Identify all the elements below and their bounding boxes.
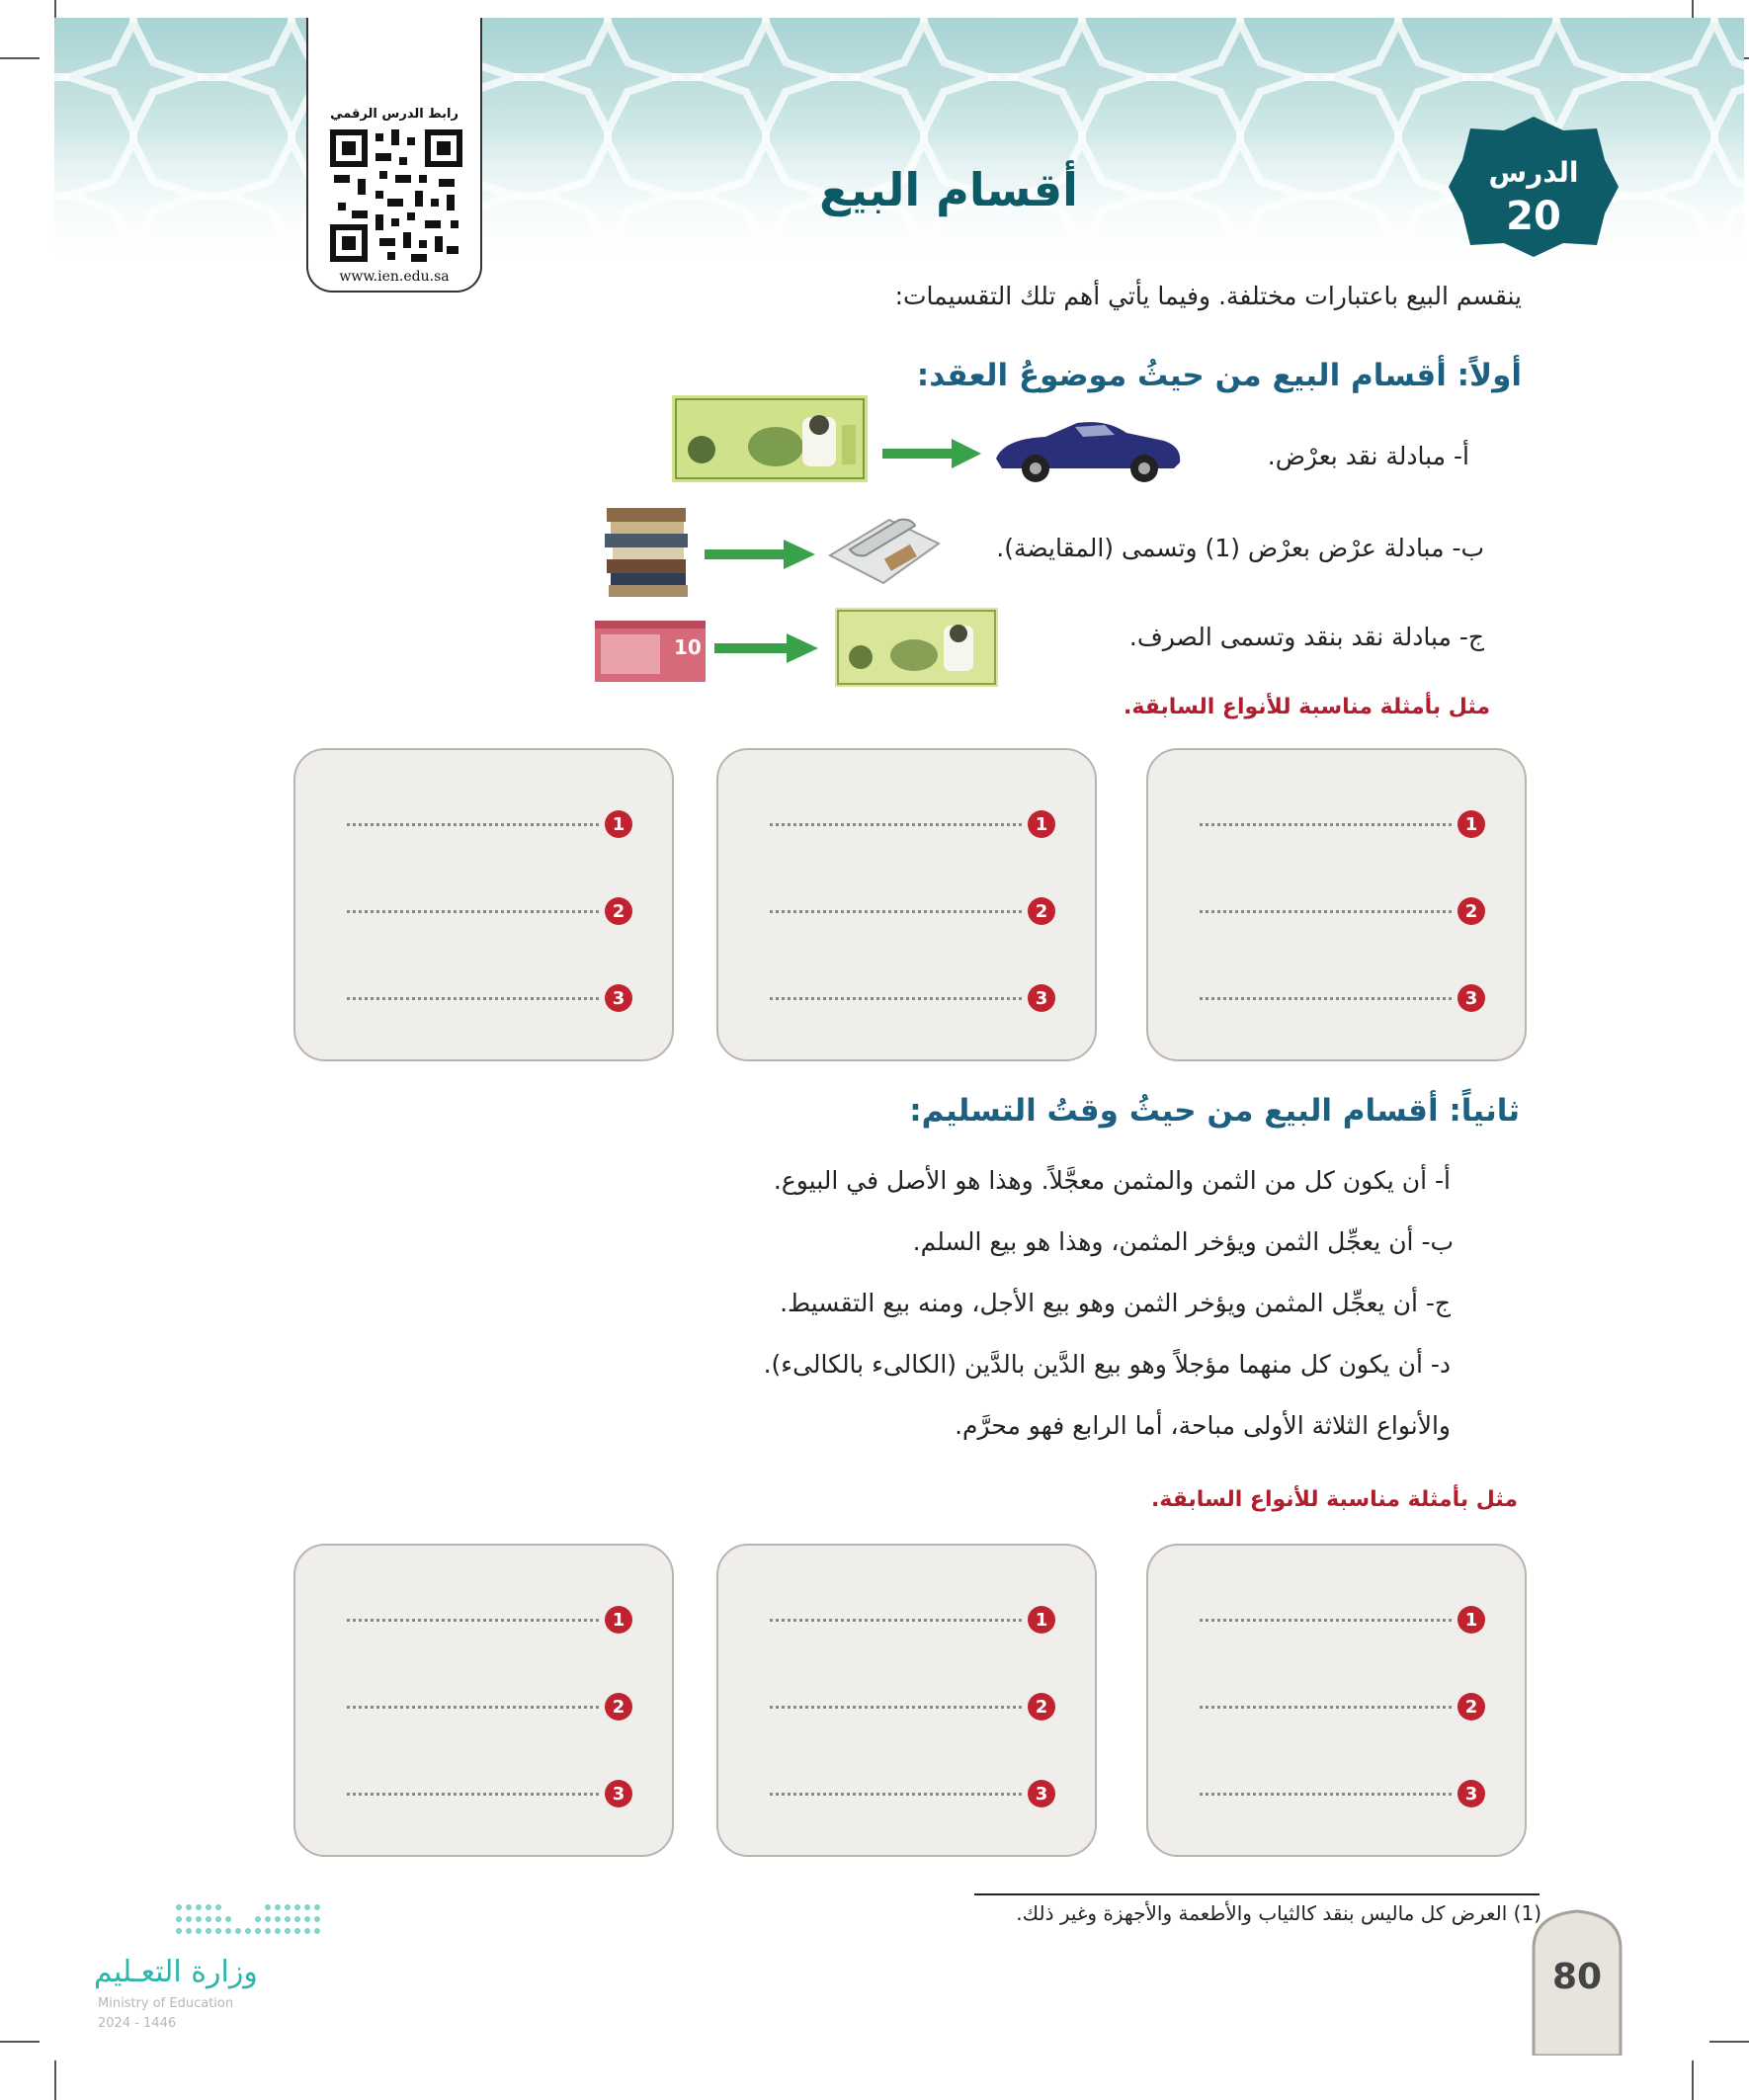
answer-line[interactable] — [1200, 983, 1485, 1013]
answer-line[interactable] — [347, 809, 632, 839]
page-number: 80 — [1551, 1957, 1603, 1997]
arrow-right-icon — [882, 439, 981, 468]
answer-line[interactable] — [1200, 896, 1485, 926]
answer-number: 2 — [605, 897, 632, 925]
answer-number: 1 — [1028, 1606, 1055, 1634]
arrow-right-icon — [714, 633, 818, 663]
answer-number: 3 — [605, 984, 632, 1012]
answer-line[interactable] — [347, 1605, 632, 1635]
answer-line[interactable] — [1200, 1605, 1485, 1635]
answer-line[interactable] — [770, 983, 1055, 1013]
answer-number: 1 — [605, 810, 632, 838]
telephone-image — [820, 506, 947, 587]
ministry-logo — [94, 1897, 331, 2036]
section2-item-c: ج- أن يعجِّل المثمن ويؤخر الثمن وهو بيع الأجل، ومنه بيع التقسيط. — [780, 1289, 1451, 1317]
answer-line[interactable] — [770, 896, 1055, 926]
answer-line[interactable] — [347, 983, 632, 1013]
answer-box[interactable] — [293, 1544, 674, 1857]
answer-number: 2 — [1458, 1693, 1485, 1721]
answer-number: 1 — [1458, 1606, 1485, 1634]
svg-text:10: 10 — [674, 635, 702, 659]
ministry-year: 2024 - 1446 — [98, 2016, 177, 2031]
section1-heading: أولاً: أقسام البيع من حيثُ موضوعُ العقد: — [916, 358, 1522, 393]
section1-item-a: أ- مبادلة نقد بعرْض. — [1267, 442, 1469, 470]
euro-banknote-image — [595, 621, 706, 682]
answer-number: 1 — [605, 1606, 632, 1634]
books-stack-image — [603, 504, 692, 601]
answer-number: 3 — [605, 1780, 632, 1807]
ministry-dots-icon — [173, 1897, 331, 1947]
answer-box[interactable] — [716, 748, 1097, 1061]
section2-item-d: د- أن يكون كل منهما مؤجلاً وهو بيع الدَّين بالدَّين (الكالىء بالكالىء). — [763, 1350, 1451, 1379]
intro-text: ينقسم البيع باعتبارات مختلفة. وفيما يأتي أهم تلك التقسيمات: — [894, 282, 1522, 310]
answer-number: 1 — [1458, 810, 1485, 838]
answer-line[interactable] — [770, 1692, 1055, 1722]
answer-line[interactable] — [1200, 1779, 1485, 1808]
page-title: أقسام البيع — [819, 163, 1078, 216]
answer-line[interactable] — [770, 1605, 1055, 1635]
answer-number: 3 — [1028, 1780, 1055, 1807]
answer-line[interactable] — [770, 1779, 1055, 1808]
car-image — [988, 413, 1186, 484]
answer-line[interactable] — [347, 896, 632, 926]
answer-line[interactable] — [1200, 809, 1485, 839]
answer-number: 2 — [1028, 1693, 1055, 1721]
section2-item-a: أ- أن يكون كل من الثمن والمثمن معجَّلاً. وهذا هو الأصل في البيوع. — [773, 1166, 1451, 1195]
lesson-word: الدرس — [1488, 156, 1579, 189]
riyal-banknote-image — [835, 608, 998, 687]
section2-conclusion: والأنواع الثلاثة الأولى مباحة، أما الرابع فهو محرَّم. — [955, 1411, 1451, 1440]
arrow-right-icon — [705, 540, 815, 569]
answer-line[interactable] — [347, 1779, 632, 1808]
answer-number: 2 — [605, 1693, 632, 1721]
answer-box[interactable] — [1146, 1544, 1527, 1857]
section2-heading: ثانياً: أقسام البيع من حيثُ وقتُ التسليم: — [909, 1093, 1520, 1129]
page-number-tab — [1528, 1907, 1626, 2056]
answer-box[interactable] — [293, 748, 674, 1061]
answer-number: 3 — [1458, 984, 1485, 1012]
section1-item-c: ج- مبادلة نقد بنقد وتسمى الصرف. — [1128, 623, 1484, 651]
qr-label: رابط الدرس الرقمي — [330, 107, 458, 122]
section1-item-b: ب- مبادلة عرْض بعرْض (1) وتسمى (المقايضة). — [996, 534, 1484, 562]
riyal-banknote-image — [672, 395, 868, 482]
qr-code-icon[interactable] — [330, 129, 462, 262]
ministry-name-arabic: وزارة التعـليم — [94, 1955, 258, 1989]
lesson-number-badge — [1449, 117, 1619, 257]
answer-number: 2 — [1028, 897, 1055, 925]
answer-box[interactable] — [716, 1544, 1097, 1857]
answer-line[interactable] — [770, 809, 1055, 839]
section2-prompt: مثل بأمثلة مناسبة للأنواع السابقة. — [1151, 1487, 1518, 1512]
answer-line[interactable] — [1200, 1692, 1485, 1722]
section1-prompt: مثل بأمثلة مناسبة للأنواع السابقة. — [1124, 695, 1490, 719]
answer-line[interactable] — [347, 1692, 632, 1722]
answer-number: 3 — [1458, 1780, 1485, 1807]
footnote-divider — [974, 1893, 1540, 1895]
section2-item-b: ب- أن يعجِّل الثمن ويؤخر المثمن، وهذا هو بيع السلم. — [912, 1227, 1454, 1256]
lesson-number: 20 — [1506, 194, 1561, 239]
qr-url: www.ien.edu.sa — [339, 269, 450, 285]
footnote: (1) العرض كل ماليس بنقد كالثياب والأطعمة والأجهزة وغير ذلك. — [1016, 1901, 1541, 1925]
answer-number: 2 — [1458, 897, 1485, 925]
answer-number: 1 — [1028, 810, 1055, 838]
ministry-name-english: Ministry of Education — [98, 1996, 234, 2011]
answer-number: 3 — [1028, 984, 1055, 1012]
qr-code-card[interactable] — [306, 18, 482, 293]
answer-box[interactable] — [1146, 748, 1527, 1061]
